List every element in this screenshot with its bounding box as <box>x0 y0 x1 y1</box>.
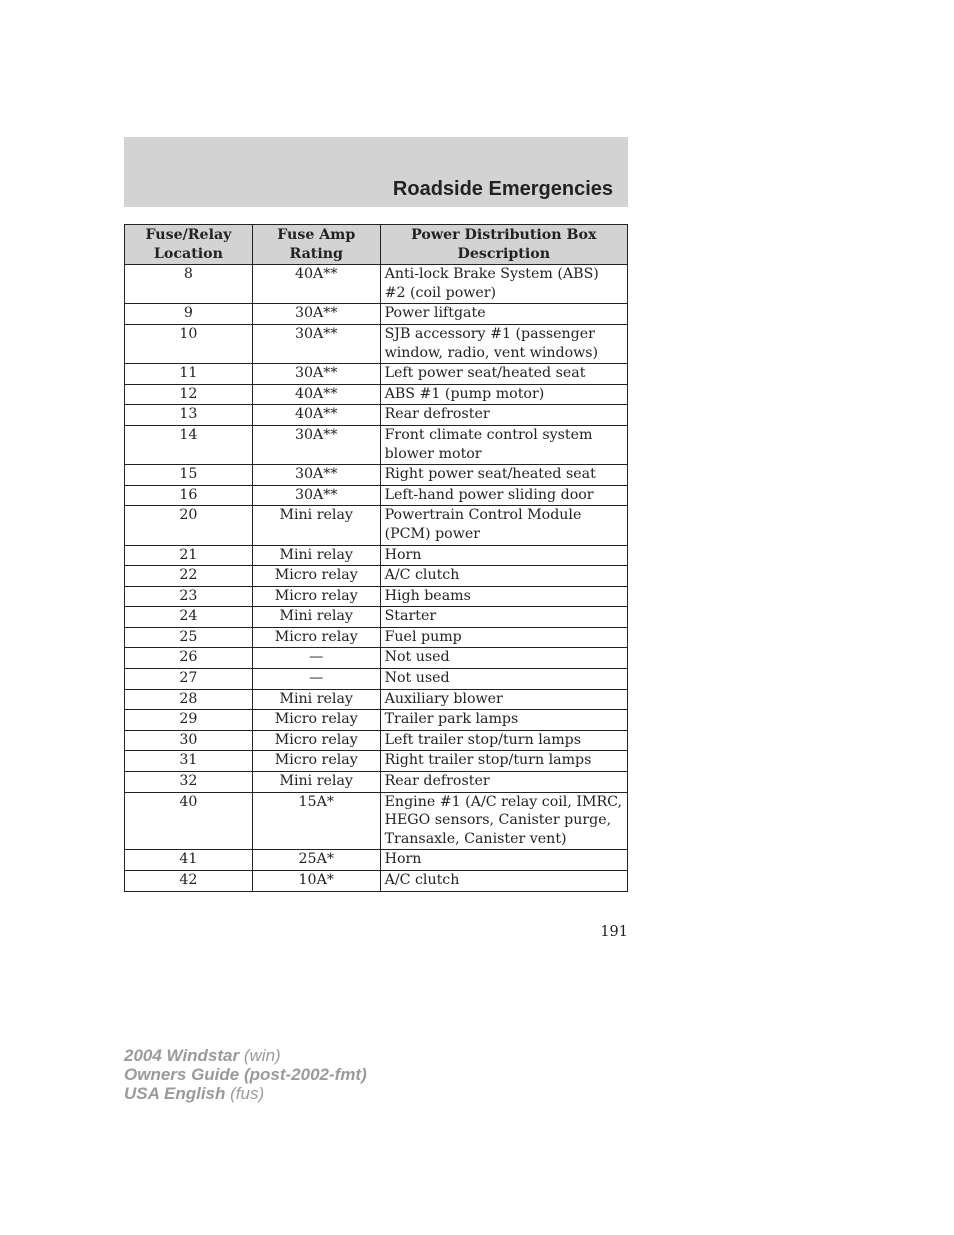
cell-rating: 30A** <box>252 485 380 506</box>
table-row <box>125 265 628 304</box>
cell-location: 9 <box>125 304 253 325</box>
table-row <box>125 730 628 751</box>
cell-rating: Micro relay <box>252 751 380 772</box>
cell-rating: Mini relay <box>252 689 380 710</box>
cell-description: Power liftgate <box>380 304 627 325</box>
cell-description: Horn <box>380 850 627 871</box>
footer-line-language: USA English (fus) <box>124 1084 265 1103</box>
fuse-table <box>124 224 628 892</box>
cell-rating: Micro relay <box>252 710 380 731</box>
cell-rating: Mini relay <box>252 506 380 545</box>
cell-rating: 30A** <box>252 364 380 385</box>
cell-description: Anti-lock Brake System (ABS) #2 (coil power) <box>380 265 627 304</box>
cell-location: 8 <box>125 265 253 304</box>
column-header-location: Fuse/Relay Location <box>125 225 253 265</box>
table-row <box>125 304 628 325</box>
cell-description: Trailer park lamps <box>380 710 627 731</box>
cell-description: Front climate control system blower motor <box>380 425 627 464</box>
cell-rating: Mini relay <box>252 607 380 628</box>
cell-description: High beams <box>380 586 627 607</box>
cell-location: 30 <box>125 730 253 751</box>
cell-location: 20 <box>125 506 253 545</box>
cell-description: Horn <box>380 545 627 566</box>
table-row <box>125 425 628 464</box>
table-row <box>125 689 628 710</box>
cell-description: ABS #1 (pump motor) <box>380 384 627 405</box>
cell-rating: Micro relay <box>252 730 380 751</box>
table-header-row <box>125 225 628 265</box>
cell-location: 31 <box>125 751 253 772</box>
cell-description: Engine #1 (A/C relay coil, IMRC, HEGO sensors, Canister purge, Transaxle, Canister vent) <box>380 792 627 850</box>
table-row <box>125 566 628 587</box>
table-row <box>125 586 628 607</box>
cell-location: 14 <box>125 425 253 464</box>
table-row <box>125 324 628 363</box>
cell-rating: — <box>252 669 380 690</box>
section-header-band <box>124 137 628 207</box>
cell-description: Not used <box>380 648 627 669</box>
cell-rating: Mini relay <box>252 772 380 793</box>
cell-location: 29 <box>125 710 253 731</box>
cell-rating: 30A** <box>252 304 380 325</box>
cell-rating: Mini relay <box>252 545 380 566</box>
cell-rating: 40A** <box>252 265 380 304</box>
column-header-rating: Fuse Amp Rating <box>252 225 380 265</box>
cell-description: Left power seat/heated seat <box>380 364 627 385</box>
cell-location: 12 <box>125 384 253 405</box>
cell-rating: 40A** <box>252 384 380 405</box>
table-row <box>125 506 628 545</box>
table-row <box>125 607 628 628</box>
cell-location: 11 <box>125 364 253 385</box>
cell-location: 21 <box>125 545 253 566</box>
cell-location: 28 <box>125 689 253 710</box>
section-title: Roadside Emergencies <box>392 178 613 200</box>
cell-description: Not used <box>380 669 627 690</box>
cell-rating: Micro relay <box>252 627 380 648</box>
cell-description: A/C clutch <box>380 871 627 892</box>
cell-rating: 30A** <box>252 425 380 464</box>
cell-description: Rear defroster <box>380 405 627 426</box>
cell-description: SJB accessory #1 (passenger window, radio, vent windows) <box>380 324 627 363</box>
table-row <box>125 871 628 892</box>
table-row <box>125 710 628 731</box>
table-row <box>125 384 628 405</box>
cell-location: 41 <box>125 850 253 871</box>
table-row <box>125 648 628 669</box>
cell-rating: 15A* <box>252 792 380 850</box>
column-header-description: Power Distribution Box Description <box>380 225 627 265</box>
cell-location: 10 <box>125 324 253 363</box>
table-row <box>125 751 628 772</box>
cell-description: Auxiliary blower <box>380 689 627 710</box>
table-row <box>125 465 628 486</box>
cell-location: 13 <box>125 405 253 426</box>
cell-location: 32 <box>125 772 253 793</box>
cell-description: Left-hand power sliding door <box>380 485 627 506</box>
cell-rating: Micro relay <box>252 586 380 607</box>
table-row <box>125 364 628 385</box>
cell-description: Right power seat/heated seat <box>380 465 627 486</box>
table-row <box>125 485 628 506</box>
footer-line-model: 2004 Windstar (win) <box>124 1046 281 1065</box>
table-row <box>125 545 628 566</box>
table-row <box>125 405 628 426</box>
table-row <box>125 669 628 690</box>
table-row <box>125 850 628 871</box>
page-number: 191 <box>600 924 628 940</box>
cell-location: 23 <box>125 586 253 607</box>
cell-description: Left trailer stop/turn lamps <box>380 730 627 751</box>
table-body <box>125 265 628 891</box>
cell-location: 24 <box>125 607 253 628</box>
cell-location: 40 <box>125 792 253 850</box>
cell-location: 27 <box>125 669 253 690</box>
table-row <box>125 627 628 648</box>
cell-description: A/C clutch <box>380 566 627 587</box>
document-footer <box>124 1046 367 1103</box>
footer-line-guide: Owners Guide (post-2002-fmt) <box>124 1065 367 1084</box>
table-row <box>125 792 628 850</box>
cell-rating: 40A** <box>252 405 380 426</box>
cell-rating: 30A** <box>252 465 380 486</box>
cell-rating: — <box>252 648 380 669</box>
cell-description: Right trailer stop/turn lamps <box>380 751 627 772</box>
cell-location: 25 <box>125 627 253 648</box>
cell-location: 22 <box>125 566 253 587</box>
cell-description: Starter <box>380 607 627 628</box>
cell-location: 15 <box>125 465 253 486</box>
cell-rating: Micro relay <box>252 566 380 587</box>
cell-location: 42 <box>125 871 253 892</box>
cell-description: Powertrain Control Module (PCM) power <box>380 506 627 545</box>
cell-description: Fuel pump <box>380 627 627 648</box>
cell-rating: 30A** <box>252 324 380 363</box>
cell-location: 26 <box>125 648 253 669</box>
cell-rating: 10A* <box>252 871 380 892</box>
cell-rating: 25A* <box>252 850 380 871</box>
table-row <box>125 772 628 793</box>
cell-description: Rear defroster <box>380 772 627 793</box>
cell-location: 16 <box>125 485 253 506</box>
